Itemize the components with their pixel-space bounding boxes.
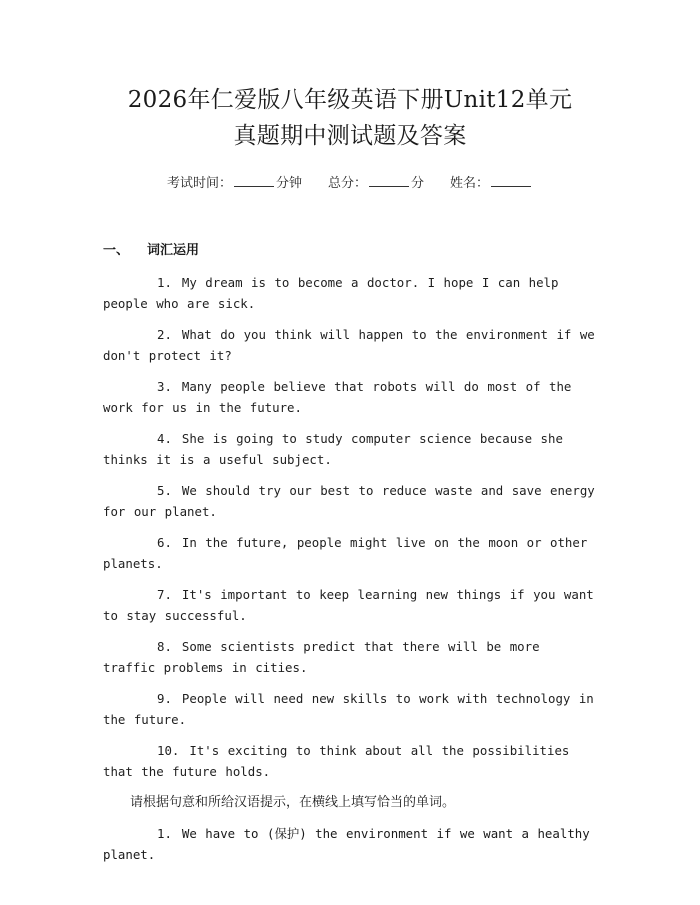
question-number: 10. bbox=[157, 743, 180, 758]
title-line-2: 真题期中测试题及答案 bbox=[233, 123, 467, 149]
page-title bbox=[103, 0, 597, 154]
question-text: In the future, people might live on the moon or other planets. bbox=[103, 535, 588, 571]
score-blank bbox=[369, 174, 409, 187]
question-item bbox=[103, 273, 597, 314]
section-number: 一、 bbox=[103, 243, 130, 258]
question-list-2 bbox=[103, 824, 597, 865]
question-text: It's important to keep learning new things if you want to stay successful. bbox=[103, 587, 594, 623]
question-number: 5. bbox=[157, 483, 172, 498]
question-text: It's exciting to think about all the possibilities that the future holds. bbox=[103, 743, 570, 779]
question-item bbox=[103, 689, 597, 730]
section-heading bbox=[103, 239, 597, 258]
question-item bbox=[103, 481, 597, 522]
time-label: 考试时间： bbox=[166, 176, 232, 191]
total-score bbox=[328, 172, 424, 191]
question-item bbox=[103, 585, 597, 626]
time-unit: 分钟 bbox=[275, 176, 302, 191]
question-number: 9. bbox=[157, 691, 172, 706]
question-item bbox=[103, 741, 597, 782]
name-blank bbox=[491, 174, 531, 187]
question-number: 8. bbox=[157, 639, 172, 654]
question-number: 2. bbox=[157, 327, 172, 342]
section-title: 词汇运用 bbox=[147, 243, 200, 258]
question-number: 1. bbox=[157, 826, 172, 841]
question-list bbox=[103, 273, 597, 782]
question-number: 7. bbox=[157, 587, 172, 602]
question-text: She is going to study computer science because she thinks it is a useful subject. bbox=[103, 431, 563, 467]
score-label: 总分： bbox=[327, 176, 367, 191]
question-text: We have to (保护) the environment if we want a healthy planet. bbox=[103, 826, 590, 862]
question-item bbox=[103, 325, 597, 366]
time-blank bbox=[234, 174, 274, 187]
question-text: People will need new skills to work with technology in the future. bbox=[103, 691, 594, 727]
title-line-1: 2026年仁爱版八年级英语下册Unit12单元 bbox=[127, 87, 573, 113]
question-number: 3. bbox=[157, 379, 172, 394]
question-item bbox=[103, 377, 597, 418]
question-text: What do you think will happen to the environment if we don't protect it? bbox=[103, 327, 595, 363]
exam-info bbox=[103, 172, 597, 191]
question-text: We should try our best to reduce waste and save energy for our planet. bbox=[103, 483, 595, 519]
instruction-text: 请根据句意和所给汉语提示，在横线上填写恰当的单词。 bbox=[130, 795, 456, 810]
question-text: Many people believe that robots will do most of the work for us in the future. bbox=[103, 379, 572, 415]
question-item bbox=[103, 637, 597, 678]
question-item bbox=[103, 429, 597, 470]
question-text: Some scientists predict that there will be more traffic problems in cities. bbox=[103, 639, 540, 675]
question-number: 1. bbox=[157, 275, 172, 290]
question-item bbox=[103, 533, 597, 574]
question-text: My dream is to become a doctor. I hope I can help people who are sick. bbox=[103, 275, 559, 311]
question-number: 4. bbox=[157, 431, 172, 446]
question-number: 6. bbox=[157, 535, 172, 550]
student-name bbox=[450, 172, 533, 191]
score-unit: 分 bbox=[411, 176, 425, 191]
name-label: 姓名： bbox=[450, 176, 490, 191]
exam-time bbox=[167, 172, 302, 191]
question-item bbox=[103, 824, 597, 865]
